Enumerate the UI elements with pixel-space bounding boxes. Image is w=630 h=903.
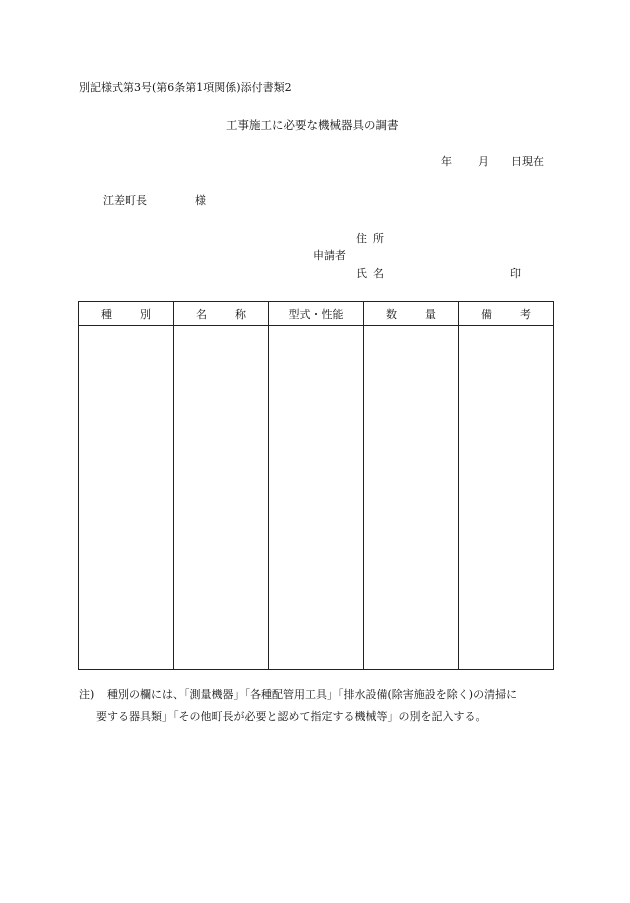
seal-mark: 印 <box>510 267 521 280</box>
date-month-label: 月 <box>478 155 489 168</box>
addressee-honorific: 様 <box>195 194 206 207</box>
address-label: 住所 <box>356 232 390 245</box>
cell-type[interactable] <box>79 326 174 670</box>
date-day-label: 日現在 <box>511 155 544 168</box>
column-header-type: 種 別 <box>79 302 174 326</box>
date-year-label: 年 <box>441 155 452 168</box>
table-body-row <box>79 326 554 670</box>
note-marker: 注) <box>79 688 95 701</box>
equipment-table <box>78 301 554 670</box>
note-line-1 <box>79 689 517 700</box>
addressee-name: 江差町長 <box>103 194 147 207</box>
note-text-1: 種別の欄には、「測量機器」「各種配管用工具」「排水設備(除害施設を除く)の清掃に <box>107 688 518 701</box>
column-header-name: 名 称 <box>174 302 269 326</box>
date-line <box>441 156 544 167</box>
document-title: 工事施工に必要な機械器具の調書 <box>226 118 399 132</box>
column-header-model: 型式・性能 <box>269 302 364 326</box>
form-reference: 別記様式第3号(第6条第1項関係)添付書類2 <box>79 81 292 94</box>
column-header-quantity: 数 量 <box>364 302 459 326</box>
note-line-2: 要する器具類」「その他町長が必要と認めて指定する機械等」の別を記入する。 <box>96 710 487 723</box>
cell-quantity[interactable] <box>364 326 459 670</box>
cell-model[interactable] <box>269 326 364 670</box>
cell-name[interactable] <box>174 326 269 670</box>
cell-remarks[interactable] <box>459 326 554 670</box>
applicant-label: 申請者 <box>313 249 346 262</box>
table-header-row <box>79 302 554 326</box>
addressee <box>103 195 206 206</box>
column-header-remarks: 備 考 <box>459 302 554 326</box>
name-label: 氏名 <box>356 267 390 280</box>
